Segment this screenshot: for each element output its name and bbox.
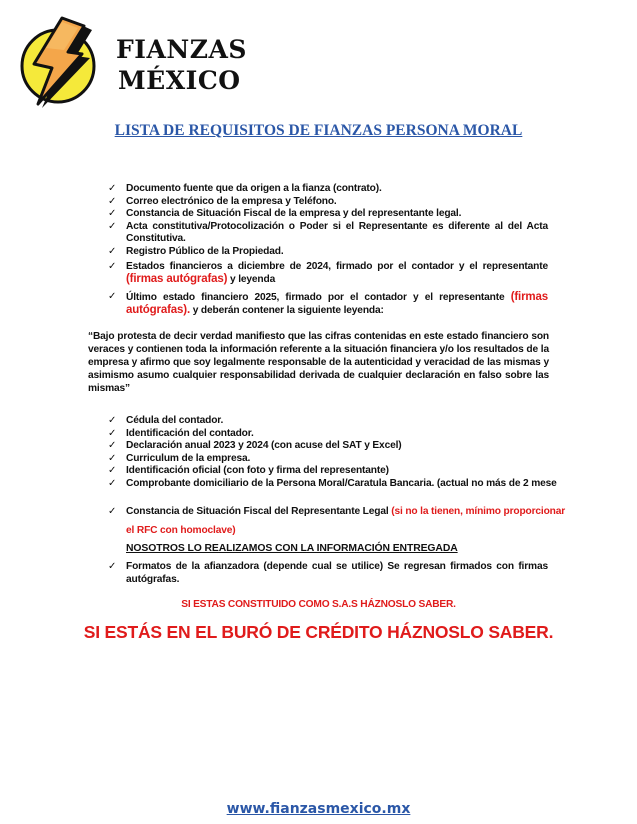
- list-item: ✓ Documento fuente que da origen a la fianza (contrato).: [108, 183, 382, 194]
- list-item: ✓ Último estado financiero 2025, firmado por el contador y el representante (firmas autógrafas). y deberán contener la siguiente leyenda:: [108, 290, 548, 317]
- notice-sas: SI ESTAS CONSTITUIDO COMO S.A.S HÁZNOSLO SABER.: [181, 599, 456, 610]
- list-item: ✓ Cédula del contador.: [108, 415, 224, 426]
- checkmark-icon: ✓: [108, 506, 117, 517]
- notice-buro: SI ESTÁS EN EL BURÓ DE CRÉDITO HÁZNOSLO SABER.: [83, 622, 554, 642]
- checkmark-icon: ✓: [108, 452, 117, 464]
- legend-quote: “Bajo protesta de decir verdad manifiesto que las cifras contenidas en este estado financiero son veraces y contienen toda la información referente a la situación financiera y/o los resultados de la empresa y afirmo que soy legalmente responsable de la autenticidad y veracidad de las mismas y asimismo asumo cualquier responsabilidad derivada de cualquier declaración en falso sobre las mismas”: [88, 331, 549, 394]
- checkmark-icon: ✓: [108, 465, 117, 477]
- brand-name: [116, 34, 247, 96]
- checkmark-icon: ✓: [108, 561, 117, 572]
- list-item: ✓ Identificación oficial (con foto y firma del representante): [108, 465, 389, 477]
- checkmark-icon: ✓: [108, 183, 117, 194]
- document-title: LISTA DE REQUISITOS DE FIANZAS PERSONA MORAL: [114, 122, 523, 139]
- list-item: ✓ Constancia de Situación Fiscal del Representante Legal (si no la tienen, mínimo proporcionar el RFC con homoclave): [108, 502, 568, 540]
- checkmark-icon: ✓: [108, 290, 117, 302]
- checkmark-icon: ✓: [108, 260, 117, 272]
- checkmark-icon: ✓: [108, 245, 117, 257]
- checkmark-icon: ✓: [108, 195, 117, 207]
- checkmark-icon: ✓: [108, 427, 117, 439]
- checkmark-icon: ✓: [108, 440, 117, 452]
- checkmark-icon: ✓: [108, 477, 117, 489]
- list-item: ✓ Curriculum de la empresa.: [108, 452, 251, 464]
- highlight-text: (firmas autógrafas): [126, 273, 228, 286]
- brand-logo: [12, 8, 247, 113]
- requirements-list-1: [108, 183, 548, 318]
- list-item: ✓ Identificación del contador.: [108, 427, 254, 439]
- list-item: ✓ Registro Público de la Propiedad.: [108, 245, 284, 257]
- checkmark-icon: ✓: [108, 415, 117, 426]
- lightning-bolt-icon: [12, 8, 112, 113]
- brand-line-2: MÉXICO: [118, 66, 241, 95]
- list-item: ✓ Comprobante domiciliario de la Persona Moral/Caratula Bancaria. (actual no más de 2 mese: [108, 477, 557, 489]
- checkmark-icon: ✓: [108, 208, 117, 220]
- list-item: ✓ Formatos de la afianzadora (depende cual se utilice) Se regresan firmados con firmas autógrafas.: [108, 561, 548, 585]
- section-heading: NOSOTROS LO REALIZAMOS CON LA INFORMACIÓN ENTREGADA: [126, 543, 458, 554]
- brand-line-1: FIANZAS: [116, 35, 247, 64]
- highlight-text: (firmas autógrafas).: [126, 290, 548, 317]
- list-item: ✓ Correo electrónico de la empresa y Teléfono.: [108, 195, 337, 207]
- highlight-text: (si no la tienen, mínimo proporcionar el RFC con homoclave): [126, 506, 566, 536]
- website-link[interactable]: www.fianzasmexico.mx: [226, 801, 411, 817]
- list-item: ✓ Acta constitutiva/Protocolización o Poder si el Representante es diferente al del Acta Constitutiva.: [108, 220, 548, 245]
- requirements-list-4: [108, 561, 548, 586]
- requirements-list-2: [108, 415, 557, 491]
- list-item: ✓ Constancia de Situación Fiscal de la empresa y del representante legal.: [108, 208, 462, 220]
- list-item: ✓ Declaración anual 2023 y 2024 (con acuse del SAT y Excel): [108, 440, 402, 452]
- checkmark-icon: ✓: [108, 220, 117, 232]
- list-item: ✓ Estados financieros a diciembre de 2024, firmado por el contador y el representante (firmas autógrafas) y leyenda: [108, 260, 548, 286]
- requirements-list-3: [108, 502, 568, 540]
